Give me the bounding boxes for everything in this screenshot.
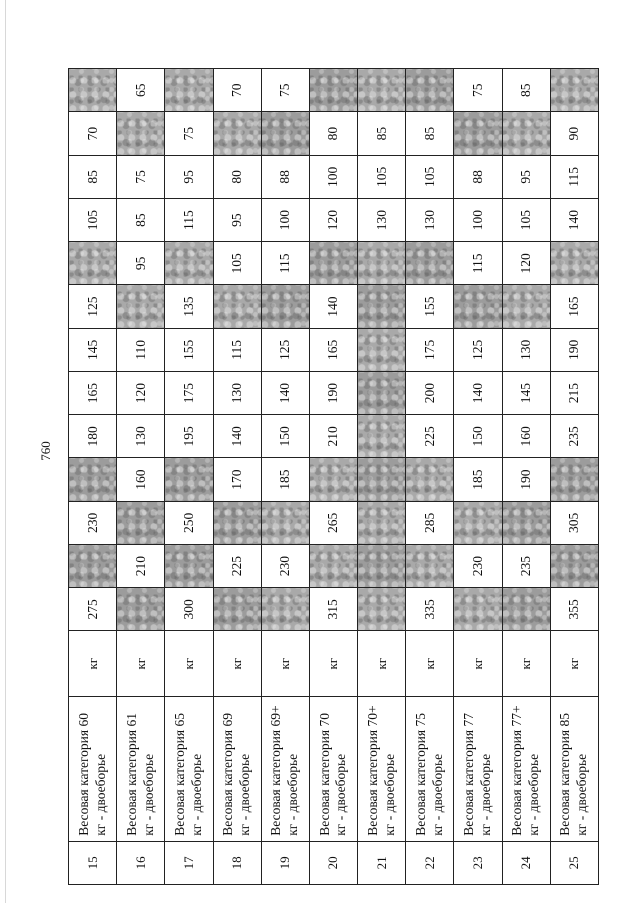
standard-value-cell: 185 — [454, 458, 502, 501]
standard-value-cell — [358, 544, 406, 587]
standard-value-cell: 195 — [165, 415, 213, 458]
weight-category-name: Весовая категория 77+ кг - двоеборье — [502, 696, 550, 841]
table-row — [502, 69, 550, 885]
unit-cell: кг — [213, 631, 261, 696]
standard-value-cell — [213, 588, 261, 631]
standard-value-cell: 160 — [502, 415, 550, 458]
standard-value-cell: 285 — [406, 501, 454, 544]
unit-cell: кг — [406, 631, 454, 696]
standard-value-cell: 100 — [261, 198, 309, 241]
standard-value-cell — [358, 501, 406, 544]
table-row — [261, 69, 309, 885]
standard-value-cell — [165, 69, 213, 112]
weight-category-name: Весовая категория 70+ кг - двоеборье — [358, 696, 406, 841]
standard-value-cell — [309, 458, 357, 501]
table-row — [117, 69, 165, 885]
table-row — [406, 69, 454, 885]
standard-value-cell: 120 — [117, 371, 165, 414]
row-number: 24 — [502, 841, 550, 884]
standard-value-cell: 315 — [309, 588, 357, 631]
standard-value-cell: 115 — [550, 155, 598, 198]
row-number: 22 — [406, 841, 454, 884]
standard-value-cell: 95 — [502, 155, 550, 198]
standard-value-cell: 90 — [550, 112, 598, 155]
unit-cell: кг — [261, 631, 309, 696]
standard-value-cell: 130 — [406, 198, 454, 241]
standard-value-cell — [502, 588, 550, 631]
standard-value-cell — [406, 242, 454, 285]
standard-value-cell — [502, 285, 550, 328]
standard-value-cell: 140 — [454, 371, 502, 414]
standard-value-cell: 300 — [165, 588, 213, 631]
unit-cell: кг — [550, 631, 598, 696]
standard-value-cell: 235 — [502, 544, 550, 587]
standard-value-cell — [117, 112, 165, 155]
standard-value-cell — [358, 371, 406, 414]
standard-value-cell: 170 — [213, 458, 261, 501]
standard-value-cell — [454, 588, 502, 631]
standard-value-cell: 80 — [309, 112, 357, 155]
standard-value-cell: 115 — [165, 198, 213, 241]
standard-value-cell: 125 — [261, 328, 309, 371]
standard-value-cell: 335 — [406, 588, 454, 631]
standard-value-cell: 275 — [69, 588, 117, 631]
unit-cell: кг — [454, 631, 502, 696]
table-row — [309, 69, 357, 885]
standard-value-cell: 180 — [69, 415, 117, 458]
standard-value-cell: 100 — [454, 198, 502, 241]
row-number: 25 — [550, 841, 598, 884]
standard-value-cell — [358, 69, 406, 112]
standard-value-cell: 75 — [454, 69, 502, 112]
standard-value-cell: 65 — [117, 69, 165, 112]
standard-value-cell: 145 — [502, 371, 550, 414]
row-number: 15 — [69, 841, 117, 884]
standard-value-cell: 85 — [406, 112, 454, 155]
standard-value-cell: 105 — [502, 198, 550, 241]
standard-value-cell: 110 — [117, 328, 165, 371]
standard-value-cell — [550, 242, 598, 285]
standard-value-cell: 215 — [550, 371, 598, 414]
standard-value-cell: 230 — [261, 544, 309, 587]
standard-value-cell: 95 — [117, 242, 165, 285]
standard-value-cell: 120 — [309, 198, 357, 241]
standard-value-cell: 165 — [69, 371, 117, 414]
table-row — [454, 69, 502, 885]
standard-value-cell — [213, 285, 261, 328]
standard-value-cell — [550, 458, 598, 501]
standard-value-cell: 160 — [117, 458, 165, 501]
row-number: 23 — [454, 841, 502, 884]
standard-value-cell — [358, 415, 406, 458]
standards-table — [68, 68, 599, 885]
standard-value-cell: 140 — [550, 198, 598, 241]
standard-value-cell: 88 — [261, 155, 309, 198]
standard-value-cell: 115 — [261, 242, 309, 285]
standard-value-cell — [454, 285, 502, 328]
weight-category-name: Весовая категория 77 кг - двоеборье — [454, 696, 502, 841]
table-row — [358, 69, 406, 885]
standard-value-cell — [406, 458, 454, 501]
row-number: 16 — [117, 841, 165, 884]
standard-value-cell — [309, 69, 357, 112]
standard-value-cell: 70 — [69, 112, 117, 155]
standard-value-cell: 85 — [117, 198, 165, 241]
standard-value-cell: 150 — [261, 415, 309, 458]
rotated-table-wrapper — [68, 68, 599, 885]
standard-value-cell: 165 — [550, 285, 598, 328]
table-row — [213, 69, 261, 885]
standard-value-cell: 130 — [502, 328, 550, 371]
weight-category-name: Весовая категория 60 кг - двоеборье — [69, 696, 117, 841]
standard-value-cell: 140 — [261, 371, 309, 414]
row-number: 17 — [165, 841, 213, 884]
row-number: 20 — [309, 841, 357, 884]
standard-value-cell: 130 — [213, 371, 261, 414]
standard-value-cell — [454, 112, 502, 155]
standard-value-cell: 355 — [550, 588, 598, 631]
standard-value-cell: 210 — [309, 415, 357, 458]
standard-value-cell — [358, 328, 406, 371]
standard-value-cell: 125 — [454, 328, 502, 371]
table-row — [550, 69, 598, 885]
standard-value-cell: 88 — [454, 155, 502, 198]
standard-value-cell — [358, 242, 406, 285]
standard-value-cell: 75 — [261, 69, 309, 112]
standard-value-cell: 145 — [69, 328, 117, 371]
standard-value-cell: 80 — [213, 155, 261, 198]
standard-value-cell: 155 — [165, 328, 213, 371]
standard-value-cell — [261, 112, 309, 155]
standard-value-cell — [261, 285, 309, 328]
standard-value-cell: 140 — [213, 415, 261, 458]
standard-value-cell: 190 — [502, 458, 550, 501]
standard-value-cell — [550, 544, 598, 587]
standard-value-cell — [69, 544, 117, 587]
standard-value-cell — [117, 501, 165, 544]
standard-value-cell — [117, 285, 165, 328]
unit-cell: кг — [165, 631, 213, 696]
standard-value-cell: 85 — [502, 69, 550, 112]
standard-value-cell: 150 — [454, 415, 502, 458]
standard-value-cell: 225 — [406, 415, 454, 458]
standard-value-cell: 115 — [454, 242, 502, 285]
standard-value-cell: 105 — [358, 155, 406, 198]
standard-value-cell — [69, 69, 117, 112]
standard-value-cell — [406, 69, 454, 112]
standard-value-cell — [69, 458, 117, 501]
unit-cell: кг — [358, 631, 406, 696]
unit-cell: кг — [69, 631, 117, 696]
standard-value-cell — [406, 544, 454, 587]
weight-category-name: Весовая категория 61 кг - двоеборье — [117, 696, 165, 841]
standard-value-cell: 230 — [454, 544, 502, 587]
standard-value-cell: 155 — [406, 285, 454, 328]
standard-value-cell: 105 — [213, 242, 261, 285]
standard-value-cell: 185 — [261, 458, 309, 501]
standard-value-cell: 235 — [550, 415, 598, 458]
standard-value-cell — [502, 112, 550, 155]
unit-cell: кг — [309, 631, 357, 696]
weight-category-name: Весовая категория 75 кг - двоеборье — [406, 696, 454, 841]
standard-value-cell: 190 — [309, 371, 357, 414]
standard-value-cell — [261, 501, 309, 544]
standard-value-cell: 210 — [117, 544, 165, 587]
weight-category-name: Весовая категория 69+ кг - двоеборье — [261, 696, 309, 841]
weight-category-name: Весовая категория 69 кг - двоеборье — [213, 696, 261, 841]
standard-value-cell: 95 — [213, 198, 261, 241]
standard-value-cell: 70 — [213, 69, 261, 112]
row-number: 19 — [261, 841, 309, 884]
standard-value-cell: 265 — [309, 501, 357, 544]
unit-cell: кг — [117, 631, 165, 696]
standard-value-cell: 250 — [165, 501, 213, 544]
standard-value-cell — [165, 544, 213, 587]
standard-value-cell: 225 — [213, 544, 261, 587]
scan-edge-line — [5, 0, 6, 903]
standard-value-cell: 75 — [117, 155, 165, 198]
standard-value-cell — [309, 242, 357, 285]
standard-value-cell: 125 — [69, 285, 117, 328]
weight-category-name: Весовая категория 85 кг - двоеборье — [550, 696, 598, 841]
standard-value-cell: 130 — [358, 198, 406, 241]
standard-value-cell: 115 — [213, 328, 261, 371]
standard-value-cell — [69, 242, 117, 285]
standard-value-cell — [213, 501, 261, 544]
weight-category-name: Весовая категория 70 кг - двоеборье — [309, 696, 357, 841]
table-row — [165, 69, 213, 885]
standard-value-cell: 95 — [165, 155, 213, 198]
standard-value-cell: 105 — [406, 155, 454, 198]
unit-cell: кг — [502, 631, 550, 696]
weight-category-name: Весовая категория 65 кг - двоеборье — [165, 696, 213, 841]
standard-value-cell: 200 — [406, 371, 454, 414]
row-number: 21 — [358, 841, 406, 884]
standard-value-cell — [213, 112, 261, 155]
standard-value-cell: 165 — [309, 328, 357, 371]
standard-value-cell: 85 — [69, 155, 117, 198]
standard-value-cell: 175 — [406, 328, 454, 371]
standard-value-cell — [165, 242, 213, 285]
standard-value-cell: 130 — [117, 415, 165, 458]
standard-value-cell: 135 — [165, 285, 213, 328]
table-row — [69, 69, 117, 885]
standard-value-cell: 140 — [309, 285, 357, 328]
standard-value-cell: 190 — [550, 328, 598, 371]
standard-value-cell — [117, 588, 165, 631]
page-number: 760 — [38, 441, 53, 461]
standard-value-cell: 100 — [309, 155, 357, 198]
standard-value-cell — [358, 458, 406, 501]
standard-value-cell — [165, 458, 213, 501]
standard-value-cell — [358, 588, 406, 631]
standard-value-cell — [454, 501, 502, 544]
standard-value-cell: 305 — [550, 501, 598, 544]
standard-value-cell: 75 — [165, 112, 213, 155]
standard-value-cell — [261, 588, 309, 631]
standard-value-cell — [502, 501, 550, 544]
standard-value-cell: 105 — [69, 198, 117, 241]
standard-value-cell: 230 — [69, 501, 117, 544]
standard-value-cell — [358, 285, 406, 328]
standard-value-cell — [309, 544, 357, 587]
standard-value-cell: 85 — [358, 112, 406, 155]
standard-value-cell: 120 — [502, 242, 550, 285]
row-number: 18 — [213, 841, 261, 884]
standard-value-cell — [550, 69, 598, 112]
standard-value-cell: 175 — [165, 371, 213, 414]
